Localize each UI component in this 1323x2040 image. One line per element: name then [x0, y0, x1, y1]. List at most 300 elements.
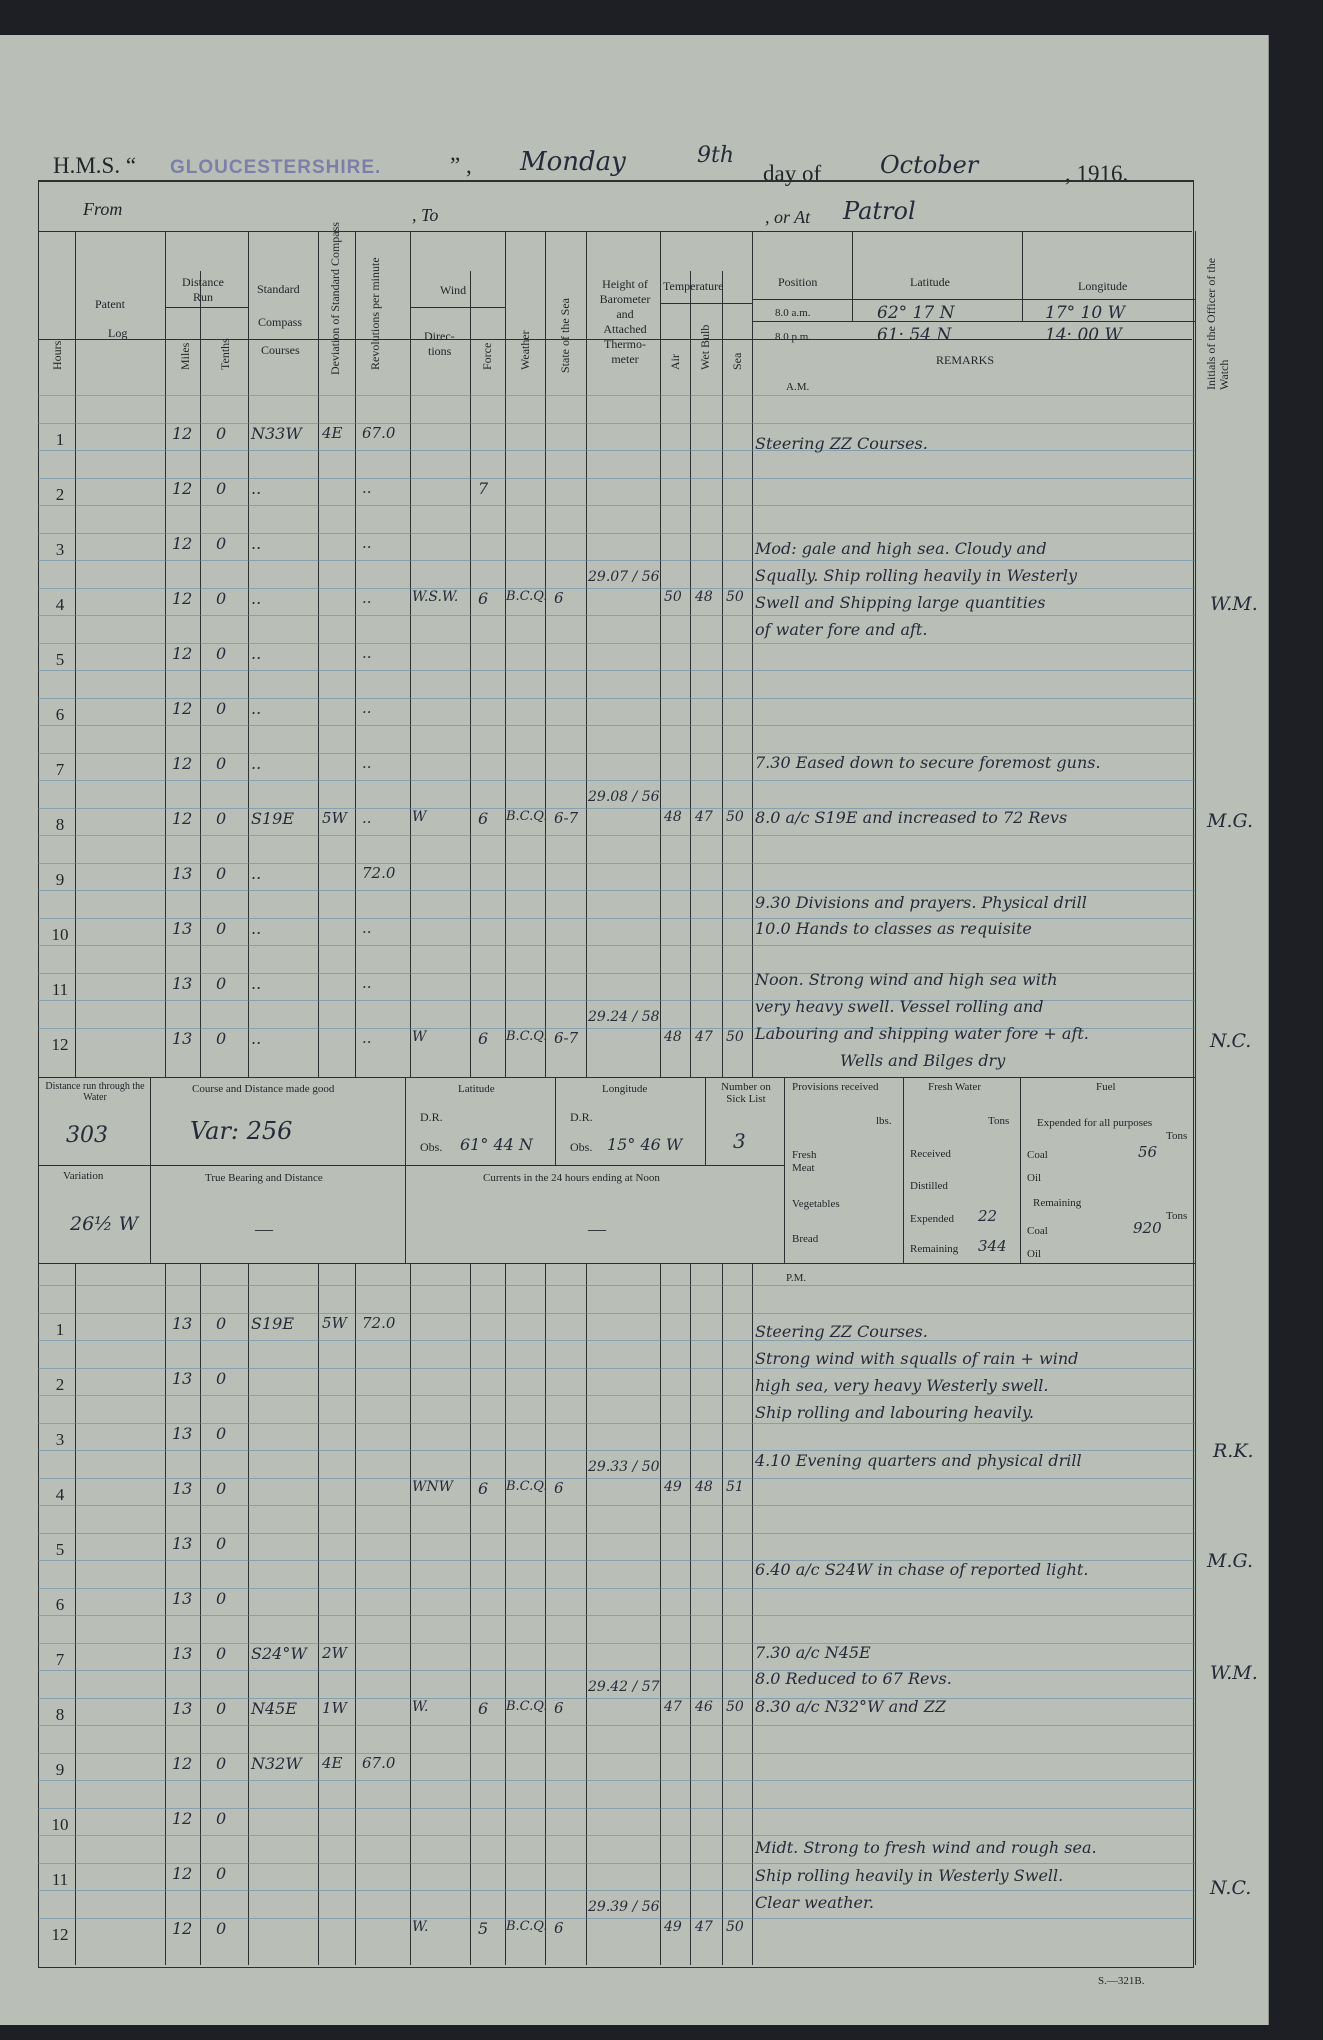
- ruled-line: [38, 1725, 1195, 1726]
- tenths-cell: 0: [216, 1919, 227, 1938]
- wind-force-cell: 6: [478, 809, 489, 828]
- coal-label: Coal: [1027, 1149, 1048, 1161]
- tenths-cell: 0: [216, 534, 227, 553]
- miles-cell: 13: [172, 864, 193, 883]
- coal-label: Coal: [1027, 1225, 1048, 1237]
- air-temp-cell: 48: [664, 809, 682, 825]
- obs-longitude: 15° 46 W: [607, 1135, 683, 1154]
- pm-position-label: 8.0 p.m.: [775, 331, 812, 343]
- remark-line: Strong wind with squalls of rain + wind: [755, 1349, 1079, 1368]
- hour-number: 11: [51, 980, 69, 999]
- course-cell: ..: [251, 974, 262, 993]
- hour-number: 2: [55, 485, 65, 504]
- hour-number: 8: [55, 1705, 65, 1724]
- wind-direction-cell: W.: [412, 1919, 429, 1935]
- remark-line: Midt. Strong to fresh wind and rough sea.: [755, 1838, 1097, 1857]
- miles-cell: 13: [172, 1699, 193, 1718]
- wet-bulb-cell: 48: [695, 1479, 713, 1495]
- ruled-line: [38, 835, 1195, 836]
- temperature-header: Temperature: [663, 279, 724, 293]
- barometer-cell: 29.24 / 58: [588, 1009, 660, 1025]
- ruled-line: [38, 505, 1195, 506]
- hour-number: 3: [55, 540, 65, 559]
- variation-value: 26½ W: [70, 1213, 139, 1235]
- force-header: Force: [480, 342, 494, 370]
- revolutions-header: Revolutions per minute: [368, 257, 382, 370]
- distance-water-label: Distance run through the Water: [45, 1081, 145, 1103]
- tenths-cell: 0: [216, 1534, 227, 1553]
- sea-temp-cell: 50: [726, 1029, 744, 1045]
- deviation-cell: 4E: [322, 1754, 343, 1772]
- ruled-line: [38, 1588, 1195, 1589]
- ruled-line: [38, 533, 1195, 534]
- ruled-line: [38, 450, 1195, 451]
- ruled-line: [38, 1863, 1195, 1864]
- remark-line: Swell and Shipping large quantities: [755, 593, 1046, 612]
- ruled-line: [38, 890, 1195, 891]
- ruled-line: [38, 1753, 1195, 1754]
- ruled-line: [38, 1918, 1195, 1919]
- miles-cell: 13: [172, 1534, 193, 1553]
- deviation-cell: 1W: [322, 1699, 347, 1717]
- tenths-cell: 0: [216, 1644, 227, 1663]
- course-made-good-value: Var: 256: [190, 1117, 293, 1145]
- wind-direction-cell: W: [412, 1029, 427, 1045]
- barometer-header-line: Barometer: [599, 292, 651, 306]
- miles-cell: 12: [172, 1809, 193, 1828]
- hour-number: 8: [55, 815, 65, 834]
- miles-cell: 12: [172, 479, 193, 498]
- compass-header-1: Standard: [257, 282, 300, 296]
- remark-line: of water fore and aft.: [755, 620, 928, 639]
- miles-header: Miles: [178, 342, 192, 370]
- longitude-pm: 14· 00 W: [1045, 325, 1122, 345]
- fuel-label: Fuel: [1096, 1081, 1116, 1093]
- revolutions-cell: ..: [362, 699, 372, 717]
- remark-line: Squally. Ship rolling heavily in Westerly: [755, 566, 1078, 585]
- tenths-cell: 0: [216, 919, 227, 938]
- revolutions-cell: 72.0: [362, 864, 396, 882]
- wind-force-cell: 5: [478, 1919, 489, 1938]
- sick-list-value: 3: [733, 1129, 746, 1153]
- table-border: [38, 180, 1194, 1968]
- tenths-cell: 0: [216, 479, 227, 498]
- distance-header: Distance: [182, 275, 224, 289]
- obs-label: Obs.: [420, 1140, 443, 1154]
- tons-label: Tons: [988, 1115, 1010, 1127]
- remark-line: 8.0 Reduced to 67 Revs.: [755, 1669, 952, 1688]
- hour-number: 3: [55, 1430, 65, 1449]
- hour-number: 11: [51, 1870, 69, 1889]
- miles-cell: 13: [172, 1589, 193, 1608]
- distance-water-value: 303: [66, 1123, 108, 1148]
- miles-cell: 12: [172, 1919, 193, 1938]
- course-cell: N33W: [251, 424, 302, 443]
- or-at-label: , or At: [765, 207, 811, 227]
- initials: M.G.: [1207, 810, 1254, 832]
- expended-all-label: Expended for all purposes: [1037, 1117, 1153, 1129]
- miles-cell: 12: [172, 424, 193, 443]
- miles-cell: 13: [172, 919, 193, 938]
- tons-label: Tons: [1166, 1210, 1188, 1222]
- day-of-label: day of: [763, 161, 822, 186]
- wind-header: Wind: [440, 283, 467, 297]
- air-temp-cell: 50: [664, 589, 682, 605]
- ruled-line: [38, 1670, 1195, 1671]
- coal-remaining: 920: [1133, 1219, 1162, 1237]
- wind-direction-cell: W: [412, 809, 427, 825]
- remark-line: 10.0 Hands to classes as requisite: [755, 919, 1032, 938]
- barometer-header-line: Height of: [602, 277, 648, 291]
- oil-label: Oil: [1027, 1172, 1042, 1184]
- hour-number: 12: [51, 1925, 69, 1944]
- ruled-line: [38, 1698, 1195, 1699]
- wind-force-cell: 6: [478, 1029, 489, 1048]
- wind-direction-cell: W.S.W.: [412, 589, 459, 605]
- revolutions-cell: ..: [362, 1029, 372, 1047]
- am-remarks-block: [755, 430, 928, 458]
- tenths-cell: 0: [216, 699, 227, 718]
- am-remarks-block: [755, 535, 1077, 643]
- miles-cell: 12: [172, 534, 193, 553]
- deviation-cell: 2W: [322, 1644, 347, 1662]
- wind-direction-cell: WNW: [412, 1479, 454, 1495]
- air-temp-cell: 49: [664, 1919, 682, 1935]
- lbs-label: lbs.: [876, 1115, 892, 1127]
- tenths-cell: 0: [216, 809, 227, 828]
- ship-name-stamp: GLOUCESTERSHIRE.: [170, 157, 382, 178]
- miles-cell: 12: [172, 754, 193, 773]
- sea-state-cell: 6: [554, 1699, 564, 1717]
- ship-suffix: ” ,: [450, 153, 472, 178]
- barometer-header-line: Thermo-: [604, 337, 646, 351]
- revolutions-cell: 72.0: [362, 1314, 396, 1332]
- initials-header: Initials of the Officer of the Watch: [1204, 257, 1231, 390]
- remark-line: 7.30 a/c N45E: [755, 1643, 871, 1662]
- tenths-cell: 0: [216, 1029, 227, 1048]
- hour-number: 4: [55, 1485, 65, 1504]
- ruled-line: [38, 478, 1195, 479]
- miles-cell: 12: [172, 589, 193, 608]
- sea-temp-header: Sea: [730, 352, 744, 370]
- ruled-line: [38, 1643, 1195, 1644]
- run-header: Run: [193, 290, 214, 304]
- hour-number: 9: [55, 870, 65, 889]
- latitude-pm: 61· 54 N: [877, 325, 952, 345]
- obs-latitude: 61° 44 N: [460, 1135, 533, 1154]
- revolutions-cell: ..: [362, 754, 372, 772]
- course-cell: ..: [251, 644, 262, 663]
- pm-remarks-block: [755, 1318, 1078, 1426]
- barometer-header: [592, 277, 658, 367]
- miles-cell: 13: [172, 1424, 193, 1443]
- tenths-cell: 0: [216, 1809, 227, 1828]
- barometer-cell: 29.42 / 57: [588, 1679, 660, 1695]
- tenths-cell: 0: [216, 589, 227, 608]
- course-cell: ..: [251, 1029, 262, 1048]
- from-label: From: [83, 199, 123, 219]
- noon-latitude-label: Latitude: [458, 1083, 495, 1095]
- course-cell: N45E: [251, 1699, 298, 1718]
- wet-bulb-cell: 47: [695, 809, 713, 825]
- course-cell: S19E: [251, 1314, 294, 1333]
- remark-line: Mod: gale and high sea. Cloudy and: [755, 539, 1047, 558]
- course-cell: ..: [251, 479, 262, 498]
- course-cell: ..: [251, 754, 262, 773]
- remaining-fuel-label: Remaining: [1033, 1197, 1082, 1209]
- deviation-cell: 5W: [322, 809, 347, 827]
- initials: M.G.: [1207, 1550, 1254, 1572]
- compass-header-3: Courses: [261, 343, 300, 357]
- ruled-line: [38, 1533, 1195, 1534]
- weather-cell: B.C.Q.: [506, 1919, 548, 1934]
- remark-line: Ship rolling heavily in Westerly Swell.: [755, 1866, 1064, 1885]
- tenths-header: Tenths: [218, 338, 232, 370]
- barometer-header-line: Attached: [603, 322, 647, 336]
- wet-bulb-header: Wet Bulb: [698, 324, 712, 370]
- wet-bulb-cell: 47: [695, 1919, 713, 1935]
- log-header: Log: [108, 326, 128, 340]
- sick-list-label: Number on Sick List: [721, 1081, 771, 1105]
- ruled-line: [38, 1780, 1195, 1781]
- course-made-good-label: Course and Distance made good: [192, 1083, 335, 1095]
- state-sea-header: State of the Sea: [558, 298, 572, 373]
- sea-temp-cell: 51: [726, 1479, 744, 1495]
- course-cell: ..: [251, 699, 262, 718]
- ruled-line: [38, 395, 1195, 396]
- sea-state-cell: 6-7: [554, 809, 579, 827]
- fresh-meat-label: Fresh Meat: [792, 1149, 817, 1174]
- tenths-cell: 0: [216, 1479, 227, 1498]
- tenths-cell: 0: [216, 754, 227, 773]
- revolutions-cell: ..: [362, 974, 372, 992]
- ruled-line: [38, 1478, 1195, 1479]
- deviation-cell: 5W: [322, 1314, 347, 1332]
- year: , 1916.: [1065, 161, 1129, 186]
- weather-cell: B.C.Q.: [506, 1699, 548, 1714]
- tenths-cell: 0: [216, 974, 227, 993]
- tenths-cell: 0: [216, 424, 227, 443]
- miles-cell: 12: [172, 1754, 193, 1773]
- weather-header: Weather: [518, 330, 532, 370]
- to-label: , To: [412, 205, 439, 225]
- miles-cell: 13: [172, 1369, 193, 1388]
- latitude-header: Latitude: [910, 275, 950, 289]
- hours-header: Hours: [50, 340, 64, 370]
- ruled-line: [38, 780, 1195, 781]
- hour-number: 10: [51, 925, 69, 944]
- initials: N.C.: [1210, 1030, 1252, 1052]
- sea-temp-cell: 50: [726, 1699, 744, 1715]
- revolutions-cell: ..: [362, 644, 372, 662]
- course-cell: N32W: [251, 1754, 302, 1773]
- revolutions-cell: 67.0: [362, 1754, 396, 1772]
- sea-state-cell: 6: [554, 1479, 564, 1497]
- longitude-am: 17° 10 W: [1045, 303, 1126, 323]
- ruled-line: [38, 725, 1195, 726]
- course-cell: ..: [251, 589, 262, 608]
- initials: N.C.: [1210, 1877, 1252, 1899]
- wet-bulb-cell: 46: [695, 1699, 713, 1715]
- hour-number: 4: [55, 595, 65, 614]
- miles-cell: 13: [172, 974, 193, 993]
- patent-header: Patent: [95, 297, 125, 311]
- tenths-cell: 0: [216, 1589, 227, 1608]
- remark-line: 4.10 Evening quarters and physical drill: [755, 1451, 1082, 1470]
- weather-cell: B.C.Q.: [506, 1029, 548, 1044]
- ruled-line: [38, 863, 1195, 864]
- miles-cell: 12: [172, 1864, 193, 1883]
- am-label: A.M.: [786, 381, 810, 393]
- barometer-header-line: and: [616, 307, 634, 321]
- barometer-cell: 29.08 / 56: [588, 789, 660, 805]
- weather-cell: B.C.Q.: [506, 589, 548, 604]
- pm-label: P.M.: [786, 1272, 807, 1284]
- revolutions-cell: ..: [362, 809, 372, 827]
- remaining-label: Remaining: [910, 1243, 959, 1255]
- hour-number: 7: [55, 760, 65, 779]
- tenths-cell: 0: [216, 644, 227, 663]
- tenths-cell: 0: [216, 1369, 227, 1388]
- remark-line: high sea, very heavy Westerly swell.: [755, 1376, 1049, 1395]
- remark-line: Clear weather.: [755, 1893, 874, 1912]
- ruled-line: [38, 1615, 1195, 1616]
- am-position-label: 8.0 a.m.: [775, 307, 811, 319]
- tenths-cell: 0: [216, 1864, 227, 1883]
- air-temp-cell: 48: [664, 1029, 682, 1045]
- tenths-cell: 0: [216, 1314, 227, 1333]
- miles-cell: 13: [172, 1314, 193, 1333]
- remark-line: 8.0 a/c S19E and increased to 72 Revs: [755, 808, 1068, 827]
- form-number: S.—321B.: [1098, 1975, 1145, 1987]
- compass-header-2: Compass: [258, 315, 303, 329]
- hour-number: 5: [55, 1540, 65, 1559]
- air-temp-cell: 49: [664, 1479, 682, 1495]
- wind-direction-cell: W.: [412, 1699, 429, 1715]
- or-at-value: Patrol: [843, 197, 916, 225]
- hour-number: 1: [55, 430, 65, 449]
- air-temp-cell: 47: [664, 1699, 682, 1715]
- ruled-line: [38, 1285, 1195, 1286]
- miles-cell: 13: [172, 1029, 193, 1048]
- tenths-cell: 0: [216, 1754, 227, 1773]
- hour-number: 9: [55, 1760, 65, 1779]
- hour-number: 6: [55, 705, 65, 724]
- remarks-header: REMARKS: [936, 353, 995, 367]
- barometer-header-line: meter: [611, 352, 639, 366]
- variation-label: Variation: [63, 1170, 104, 1182]
- miles-cell: 13: [172, 1479, 193, 1498]
- revolutions-cell: 67.0: [362, 424, 396, 442]
- provisions-label: Provisions received: [792, 1081, 879, 1093]
- course-cell: ..: [251, 919, 262, 938]
- tenths-cell: 0: [216, 1699, 227, 1718]
- obs-label: Obs.: [570, 1140, 593, 1154]
- hour-number: 1: [55, 1320, 65, 1339]
- sea-state-cell: 6-7: [554, 1029, 579, 1047]
- initials: W.M.: [1210, 1662, 1258, 1684]
- remark-line: 6.40 a/c S24W in chase of reported light.: [755, 1560, 1089, 1579]
- remark-line: Wells and Bilges dry: [840, 1051, 1006, 1070]
- position-header: Position: [778, 275, 818, 289]
- sea-state-cell: 6: [554, 589, 564, 607]
- wet-bulb-cell: 47: [695, 1029, 713, 1045]
- distilled-label: Distilled: [910, 1180, 948, 1192]
- miles-cell: 12: [172, 809, 193, 828]
- true-bearing-label: True Bearing and Distance: [205, 1172, 323, 1184]
- remark-line: 9.30 Divisions and prayers. Physical drill: [755, 893, 1087, 912]
- tons-label: Tons: [1166, 1130, 1188, 1142]
- oil-label: Oil: [1027, 1248, 1042, 1260]
- ruled-line: [38, 1505, 1195, 1506]
- course-cell: ..: [251, 534, 262, 553]
- deviation-header: Deviation of Standard Compass: [328, 222, 342, 375]
- barometer-cell: 29.33 / 50: [588, 1459, 660, 1475]
- dr-label: D.R.: [420, 1110, 443, 1124]
- fresh-water-label: Fresh Water: [928, 1081, 981, 1093]
- initials: W.M.: [1210, 593, 1258, 615]
- wind-force-cell: 7: [478, 479, 489, 498]
- course-cell: S24°W: [251, 1644, 307, 1663]
- remark-line: 7.30 Eased down to secure foremost guns.: [755, 753, 1101, 772]
- remark-line: 8.30 a/c N32°W and ZZ: [755, 1697, 946, 1716]
- hour-number: 7: [55, 1650, 65, 1669]
- miles-cell: 12: [172, 644, 193, 663]
- noon-longitude-label: Longitude: [602, 1083, 648, 1095]
- revolutions-cell: ..: [362, 479, 372, 497]
- deviation-cell: 4E: [322, 424, 343, 442]
- ruled-line: [38, 1808, 1195, 1809]
- hour-number: 12: [51, 1035, 69, 1054]
- dr-label: D.R.: [570, 1110, 593, 1124]
- ruled-line: [38, 1835, 1195, 1836]
- remark-line: Noon. Strong wind and high sea with: [755, 970, 1058, 989]
- ruled-line: [38, 1313, 1195, 1314]
- barometer-cell: 29.07 / 56: [588, 569, 660, 585]
- expended-value: 22: [978, 1207, 998, 1225]
- remark-line: Labouring and shipping water fore + aft.: [755, 1024, 1089, 1043]
- sea-temp-cell: 50: [726, 1919, 744, 1935]
- weekday: Monday: [520, 147, 626, 177]
- miles-cell: 13: [172, 1644, 193, 1663]
- directions-header-2: tions: [428, 344, 452, 358]
- hour-number: 6: [55, 1595, 65, 1614]
- month: October: [880, 151, 979, 179]
- coal-expended: 56: [1138, 1143, 1158, 1161]
- wind-force-cell: 6: [478, 1479, 489, 1498]
- remark-line: Ship rolling and labouring heavily.: [755, 1403, 1034, 1422]
- ruled-line: [38, 698, 1195, 699]
- hour-number: 2: [55, 1375, 65, 1394]
- longitude-header: Longitude: [1078, 279, 1128, 293]
- sea-temp-cell: 50: [726, 589, 744, 605]
- air-header: Air: [668, 354, 682, 370]
- ruled-line: [38, 1890, 1195, 1891]
- revolutions-cell: ..: [362, 589, 372, 607]
- wind-force-cell: 6: [478, 1699, 489, 1718]
- log-page: [0, 35, 1269, 2025]
- hour-number: 10: [51, 1815, 69, 1834]
- remaining-value: 344: [978, 1237, 1007, 1255]
- bread-label: Bread: [792, 1233, 819, 1245]
- sea-state-cell: 6: [554, 1919, 564, 1937]
- ruled-line: [38, 670, 1195, 671]
- remark-line: very heavy swell. Vessel rolling and: [755, 997, 1044, 1016]
- remark-line: Steering ZZ Courses.: [755, 1322, 928, 1341]
- ship-prefix: H.M.S. “: [53, 153, 137, 178]
- expended-label: Expended: [910, 1213, 954, 1225]
- received-label: Received: [910, 1148, 951, 1160]
